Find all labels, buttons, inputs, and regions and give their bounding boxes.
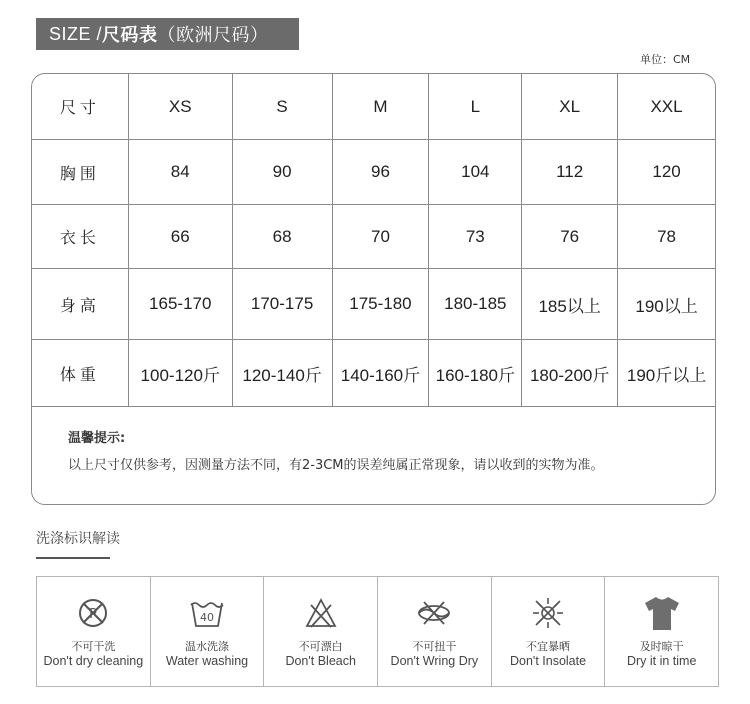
table-cell: 104: [429, 140, 522, 205]
wash-label-en: Dry it in time: [626, 654, 697, 668]
wash-item-water: [151, 577, 265, 686]
table-row-chest: [32, 140, 716, 205]
table-cell: 185以上: [522, 269, 618, 340]
table-cell: 112: [522, 140, 618, 205]
table-cell: 140-160斤: [332, 340, 429, 407]
title-underline: [36, 557, 110, 559]
wash-label-zh: 不可漂白: [298, 640, 343, 653]
table-cell: 70: [332, 205, 429, 269]
no-sun-icon: [528, 593, 568, 633]
table-cell: 120: [618, 140, 716, 205]
wash-label-zh: 不可干洗: [71, 640, 116, 653]
table-cell: 78: [618, 205, 716, 269]
wash-label-en: Water washing: [165, 654, 249, 668]
wash-section-title: 洗涤标识解读: [36, 531, 120, 547]
title-zh: 尺码表: [102, 25, 158, 46]
size-table: [31, 73, 716, 407]
table-cell: XL: [522, 74, 618, 140]
table-cell: 180-200斤: [522, 340, 618, 407]
no-dry-clean-icon: [73, 593, 113, 633]
title-en: SIZE /: [49, 23, 103, 44]
table-cell: 160-180斤: [429, 340, 522, 407]
table-cell: 90: [232, 140, 332, 205]
wash-label-zh: 及时晾干: [639, 640, 684, 653]
tshirt-icon: [642, 593, 682, 633]
table-cell: 96: [332, 140, 429, 205]
table-cell: 66: [128, 205, 232, 269]
table-cell: XXL: [618, 74, 716, 140]
wash-label-en: Don't Insolate: [510, 654, 587, 668]
tip-text: 以上尺寸仅供参考，因测量方法不同，有2-3CM的误差纯属正常现象，请以收到的实物为准。: [68, 458, 604, 473]
row-header: 衣长: [32, 205, 129, 269]
wash-item-no-bleach: [264, 577, 378, 686]
table-cell: L: [429, 74, 522, 140]
unit-label: 单位：CM: [640, 53, 691, 66]
table-cell: XS: [128, 74, 232, 140]
wash-label-en: Don't Bleach: [285, 654, 356, 668]
svg-text:P: P: [89, 607, 98, 622]
table-cell: 68: [232, 205, 332, 269]
wash-label-zh: 温水洗涤: [185, 640, 229, 653]
wash-40-icon: [187, 593, 227, 633]
table-cell: 120-140斤: [232, 340, 332, 407]
wash-item-no-dry-clean: [37, 577, 151, 686]
table-cell: M: [332, 74, 429, 140]
table-cell: 170-175: [232, 269, 332, 340]
table-cell: 100-120斤: [128, 340, 232, 407]
tip-title: 温馨提示:: [68, 431, 126, 446]
no-wring-icon: [414, 593, 454, 633]
table-cell: 76: [522, 205, 618, 269]
wash-label-en: Don't Wring Dry: [390, 654, 479, 668]
wash-label-zh: 不可扭干: [412, 640, 457, 653]
wash-temp: 40: [200, 611, 214, 624]
table-row-length: [32, 205, 716, 269]
wash-label-en: Don't dry cleaning: [43, 654, 144, 668]
row-header: 尺寸: [32, 74, 129, 140]
table-row-height: [32, 269, 716, 340]
page-title: [36, 18, 299, 50]
table-row-size: [32, 74, 716, 140]
no-bleach-icon: [301, 593, 341, 633]
table-cell: 84: [128, 140, 232, 205]
wash-item-dry-in-time: [605, 577, 718, 686]
table-cell: 180-185: [429, 269, 522, 340]
title-sub: （欧洲尺码）: [157, 25, 269, 46]
table-cell: 175-180: [332, 269, 429, 340]
table-cell: S: [232, 74, 332, 140]
table-cell: 190斤以上: [618, 340, 716, 407]
wash-item-no-sun: [492, 577, 606, 686]
row-header: 体重: [32, 340, 129, 407]
table-cell: 73: [429, 205, 522, 269]
wash-item-no-wring: [378, 577, 492, 686]
table-row-weight: [32, 340, 716, 407]
row-header: 胸围: [32, 140, 129, 205]
table-cell: 190以上: [618, 269, 716, 340]
table-cell: 165-170: [128, 269, 232, 340]
wash-symbols: [36, 576, 719, 687]
row-header: 身高: [32, 269, 129, 340]
size-chart: [31, 73, 716, 505]
wash-label-zh: 不宜暴晒: [526, 640, 571, 653]
tip-section: [68, 427, 604, 473]
